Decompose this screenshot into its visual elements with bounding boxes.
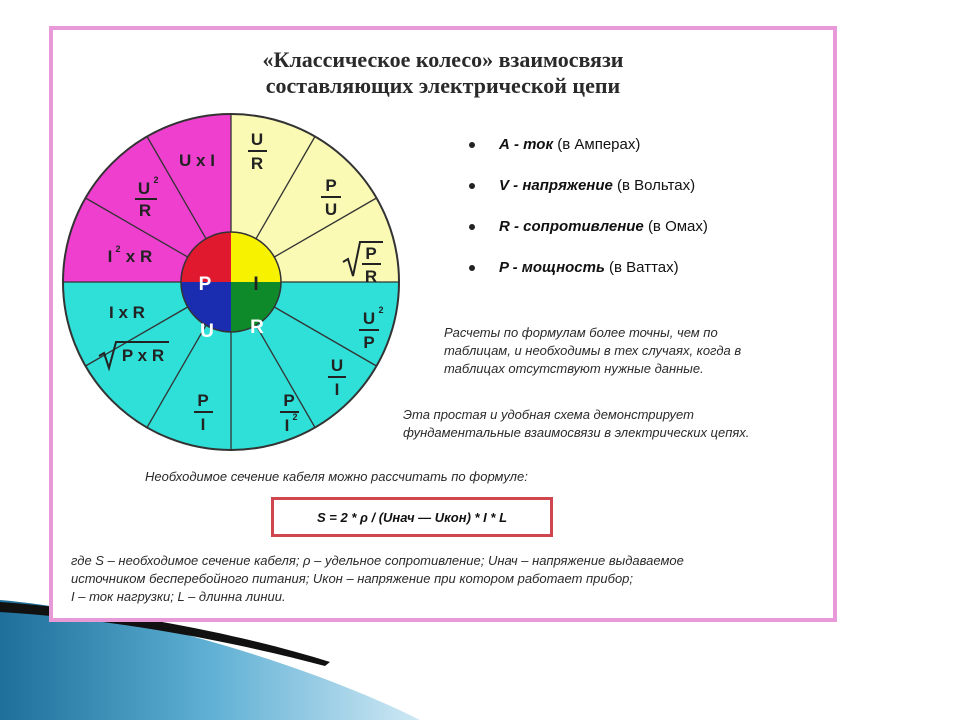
center-label-i: I [253, 274, 259, 295]
svg-text:I: I [334, 380, 340, 399]
svg-text:P: P [197, 391, 209, 410]
svg-text:I: I [107, 247, 113, 266]
svg-text:P: P [363, 333, 375, 352]
svg-text:x R: x R [125, 247, 153, 266]
wheel-center [181, 232, 281, 332]
bullet-icon [469, 183, 475, 189]
svg-text:2: 2 [115, 244, 121, 254]
center-label-u: U [200, 321, 214, 342]
svg-text:2: 2 [378, 305, 384, 315]
center-label-r: R [250, 317, 264, 338]
formula-u-times-i: U x I [179, 151, 215, 170]
formula-i-times-r: I x R [109, 303, 145, 322]
svg-text:U: U [324, 200, 338, 219]
formula-footnote: где S – необходимое сечение кабеля; ρ – удельное сопротивление; Uнач – напряжение выдаваемое источником бесперебойного питания; Uкон – напряжение при котором работает прибор; I – ток нагрузки; L – длинна линии. [71, 553, 684, 604]
slide-title-line-1: «Классическое колесо» взаимосвязи [262, 47, 624, 72]
bullet-icon [469, 224, 475, 230]
bullet-icon [469, 265, 475, 271]
svg-text:2: 2 [292, 412, 298, 422]
cable-formula: S = 2 * ρ / (Uнач — Uкон) * I * L [316, 509, 508, 525]
svg-text:U: U [330, 356, 344, 375]
svg-text:I: I [284, 416, 290, 435]
note-scheme: Эта простая и удобная схема демонстрирует фундаментальные взаимосвязи в электрических цепях. [403, 407, 750, 440]
slide-frame [49, 26, 837, 622]
cable-formula-box [271, 497, 553, 537]
svg-text:R: R [250, 154, 264, 173]
svg-text:U: U [362, 309, 376, 328]
slide-title-line-2: составляющих электрической цепи [265, 73, 621, 98]
center-label-p: P [198, 274, 212, 295]
svg-text:P: P [283, 391, 295, 410]
legend-item-power: P - мощность (в Ваттах) [465, 257, 825, 298]
bullet-icon [469, 142, 475, 148]
svg-text:P: P [325, 176, 337, 195]
svg-text:I: I [200, 415, 206, 434]
legend-item-resistance: R - сопротивление (в Омах) [465, 216, 825, 257]
svg-text:R: R [364, 267, 378, 286]
svg-text:U: U [137, 179, 151, 198]
ohm-law-wheel [61, 102, 421, 462]
legend-item-voltage: V - напряжение (в Вольтах) [465, 175, 825, 216]
legend-list [465, 134, 825, 298]
svg-text:P: P [365, 244, 377, 263]
svg-text:P x R: P x R [121, 346, 165, 365]
note-accuracy: Расчеты по формулам более точны, чем по таблицам, и необходимы в тех случаях, когда в таблицах отсутствуют нужные данные. [444, 325, 742, 376]
svg-text:2: 2 [153, 175, 159, 185]
cable-intro: Необходимое сечение кабеля можно рассчитать по формуле: [145, 469, 528, 484]
svg-text:U: U [250, 130, 264, 149]
legend-item-current: А - ток (в Амперах) [465, 134, 825, 175]
svg-text:R: R [138, 201, 152, 220]
